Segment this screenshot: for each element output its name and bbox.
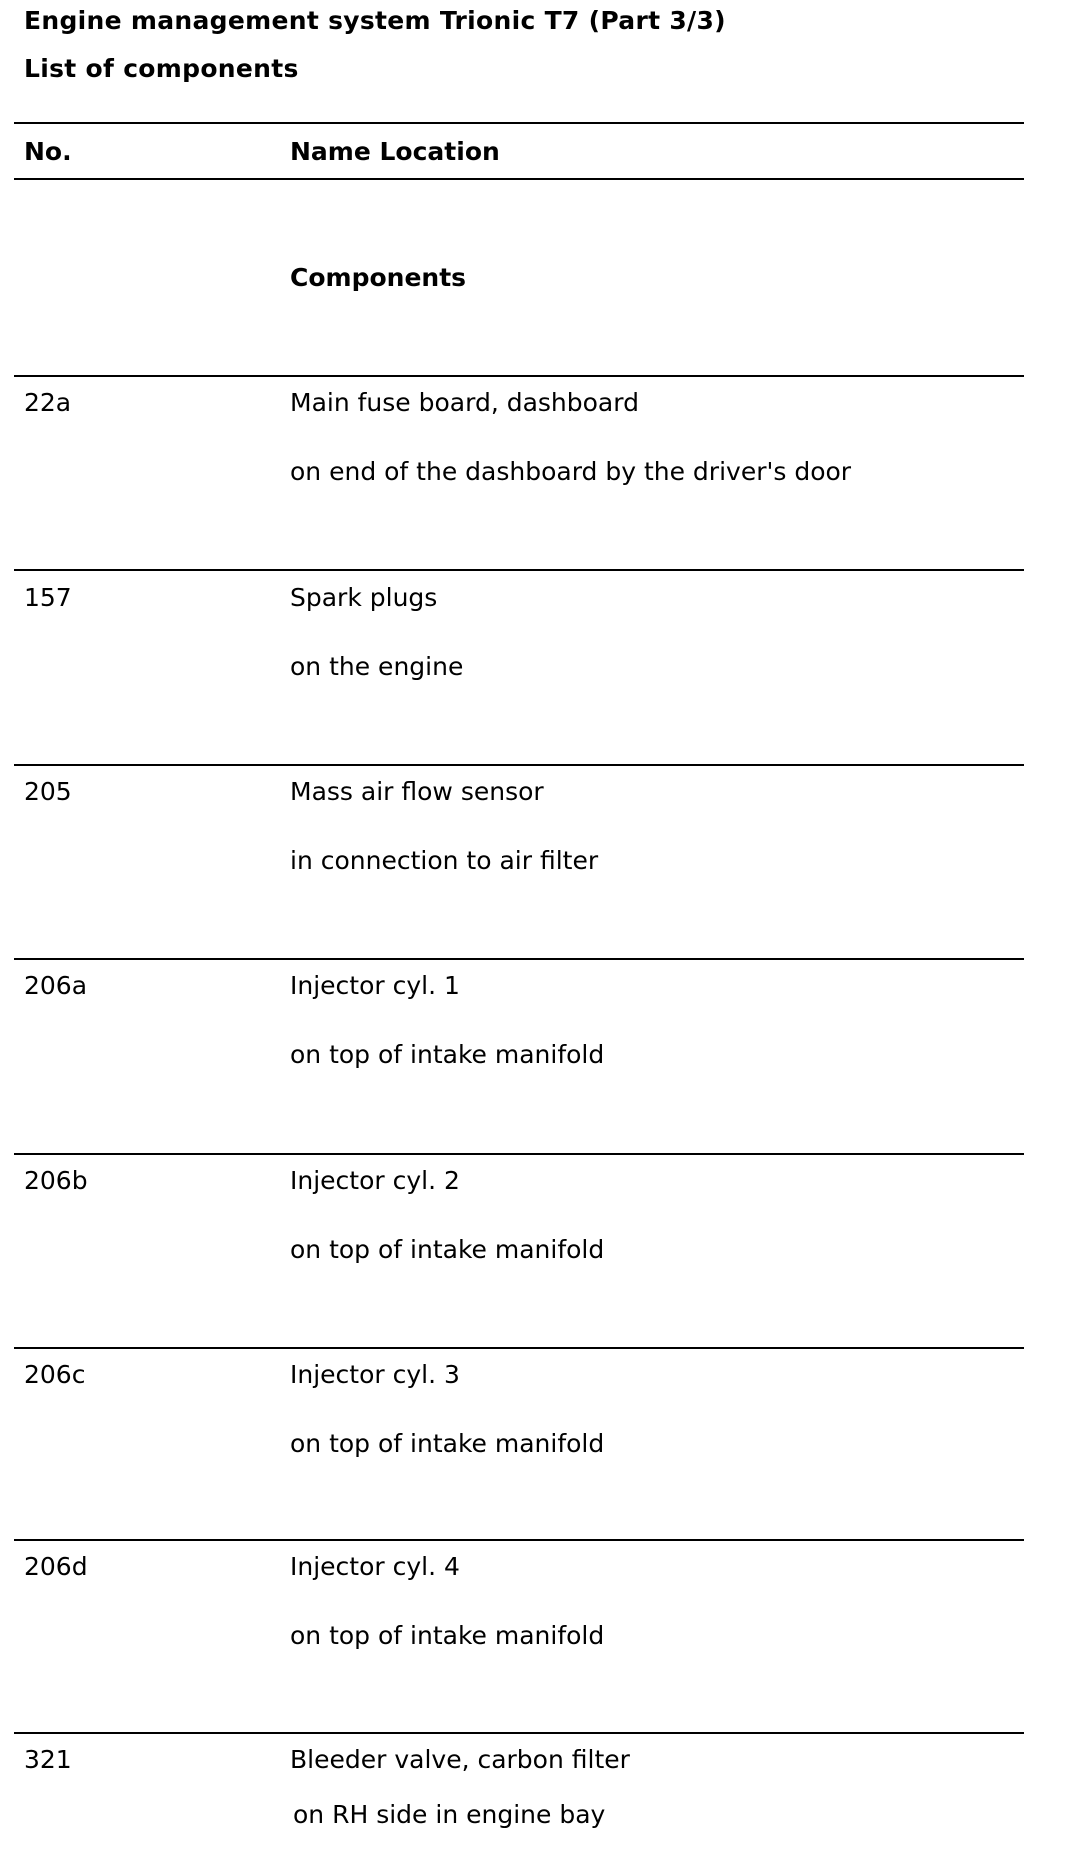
component-name: Spark plugs: [290, 583, 438, 612]
component-number: 205: [24, 777, 72, 806]
component-location: on RH side in engine bay: [293, 1800, 606, 1829]
row-divider: [14, 375, 1024, 377]
component-name: Mass air flow sensor: [290, 777, 544, 806]
row-divider: [14, 569, 1024, 571]
document-title: Engine management system Trionic T7 (Part 3/3): [24, 6, 726, 35]
row-divider: [14, 764, 1024, 766]
component-name: Injector cyl. 2: [290, 1166, 460, 1195]
component-number: 206c: [24, 1360, 86, 1389]
component-location: on top of intake manifold: [290, 1429, 605, 1458]
column-header-name-location: Name Location: [290, 137, 500, 166]
header-bottom-rule: [14, 178, 1024, 180]
row-divider: [14, 958, 1024, 960]
component-number: 206d: [24, 1552, 88, 1581]
row-divider: [14, 1347, 1024, 1349]
component-location: on the engine: [290, 652, 464, 681]
component-number: 206b: [24, 1166, 88, 1195]
row-divider: [14, 1153, 1024, 1155]
component-location: on top of intake manifold: [290, 1235, 605, 1264]
document-subtitle: List of components: [24, 54, 299, 83]
component-name: Bleeder valve, carbon filter: [290, 1745, 630, 1774]
component-name: Injector cyl. 4: [290, 1552, 460, 1581]
component-location: on top of intake manifold: [290, 1040, 605, 1069]
component-number: 321: [24, 1745, 72, 1774]
component-location: in connection to air filter: [290, 846, 599, 875]
section-heading: Components: [290, 263, 467, 292]
column-header-no: No.: [24, 137, 72, 166]
component-number: 206a: [24, 971, 88, 1000]
component-name: Main fuse board, dashboard: [290, 388, 639, 417]
row-divider: [14, 1732, 1024, 1734]
row-divider: [14, 1539, 1024, 1541]
component-number: 157: [24, 583, 72, 612]
component-name: Injector cyl. 3: [290, 1360, 460, 1389]
table-top-rule: [14, 122, 1024, 124]
component-location: on end of the dashboard by the driver's door: [290, 457, 852, 486]
component-name: Injector cyl. 1: [290, 971, 460, 1000]
component-location: on top of intake manifold: [290, 1621, 605, 1650]
component-number: 22a: [24, 388, 72, 417]
